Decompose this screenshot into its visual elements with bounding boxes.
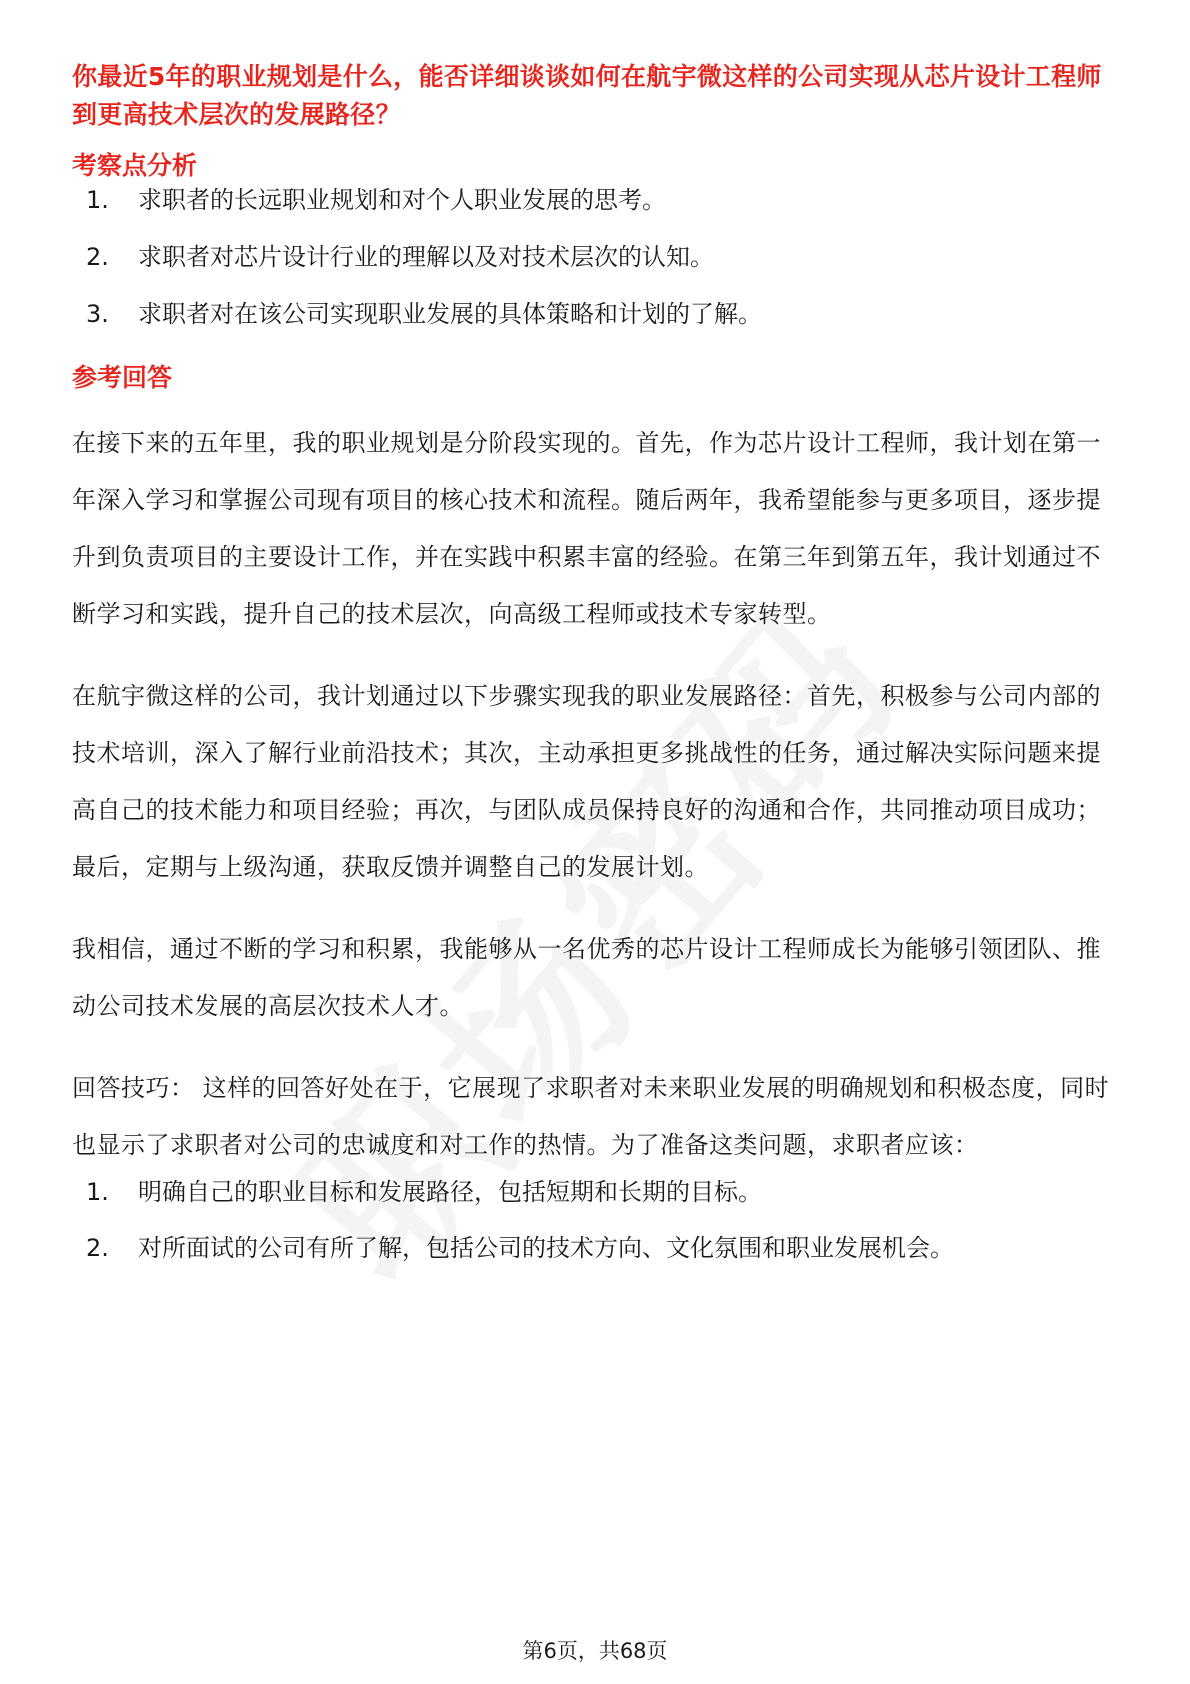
answer-paragraph: 在航宇微这样的公司，我计划通过以下步骤实现我的职业发展路径：首先，积极参与公司内部的技术培训，深入了解行业前沿技术；其次，主动承担更多挑战性的任务，通过解决实际问题来提高自己的技术能力和项目经验；再次，与团队成员保持良好的沟通和合作，共同推动项目成功；最后，定期与上级沟通，获取反馈并调整自己的发展计划。 <box>72 682 1101 881</box>
analysis-heading: 考察点分析 <box>72 151 198 180</box>
list-item <box>72 182 1122 218</box>
page-footer: 第6页，共68页 <box>522 1639 668 1663</box>
answer-paragraph: 在接下来的五年里，我的职业规划是分阶段实现的。首先，作为芯片设计工程师，我计划在第一年深入学习和掌握公司现有项目的核心技术和流程。随后两年，我希望能参与更多项目，逐步提升到负责项目的主要设计工作，并在实践中积累丰富的经验。在第三年到第五年，我计划通过不断学习和实践，提升自己的技术层次，向高级工程师或技术专家转型。 <box>72 429 1101 628</box>
analysis-list <box>72 182 1122 332</box>
list-text: 求职者对在该公司实现职业发展的具体策略和计划的了解。 <box>138 300 762 328</box>
list-number: 1. <box>86 1178 109 1206</box>
list-number: 3. <box>86 300 109 328</box>
answer-paragraph: 我相信，通过不断的学习和积累，我能够从一名优秀的芯片设计工程师成长为能够引领团队、推动公司技术发展的高层次技术人才。 <box>72 935 1101 1020</box>
list-item <box>72 239 1122 275</box>
list-number: 1. <box>86 186 109 214</box>
list-text: 求职者的长远职业规划和对个人职业发展的思考。 <box>138 186 666 214</box>
question-heading: 你最近5年的职业规划是什么，能否详细谈谈如何在航宇微这样的公司实现从芯片设计工程师到更高技术层次的发展路径？ <box>72 62 1102 129</box>
tips-list <box>72 1174 1122 1266</box>
list-number: 2. <box>86 1234 109 1262</box>
tips-paragraph: 回答技巧： 这样的回答好处在于，它展现了求职者对未来职业发展的明确规划和积极态度，同时也显示了求职者对公司的忠诚度和对工作的热情。为了准备这类问题，求职者应该： <box>72 1074 1110 1159</box>
list-item <box>72 1174 1122 1210</box>
list-text: 求职者对芯片设计行业的理解以及对技术层次的认知。 <box>138 243 714 271</box>
list-item <box>72 1230 1122 1266</box>
list-item <box>72 296 1122 332</box>
list-number: 2. <box>86 243 109 271</box>
list-text: 对所面试的公司有所了解，包括公司的技术方向、文化氛围和职业发展机会。 <box>138 1234 954 1262</box>
answer-heading: 参考回答 <box>72 363 173 392</box>
document-page <box>72 58 1122 1286</box>
list-text: 明确自己的职业目标和发展路径，包括短期和长期的目标。 <box>138 1178 762 1206</box>
